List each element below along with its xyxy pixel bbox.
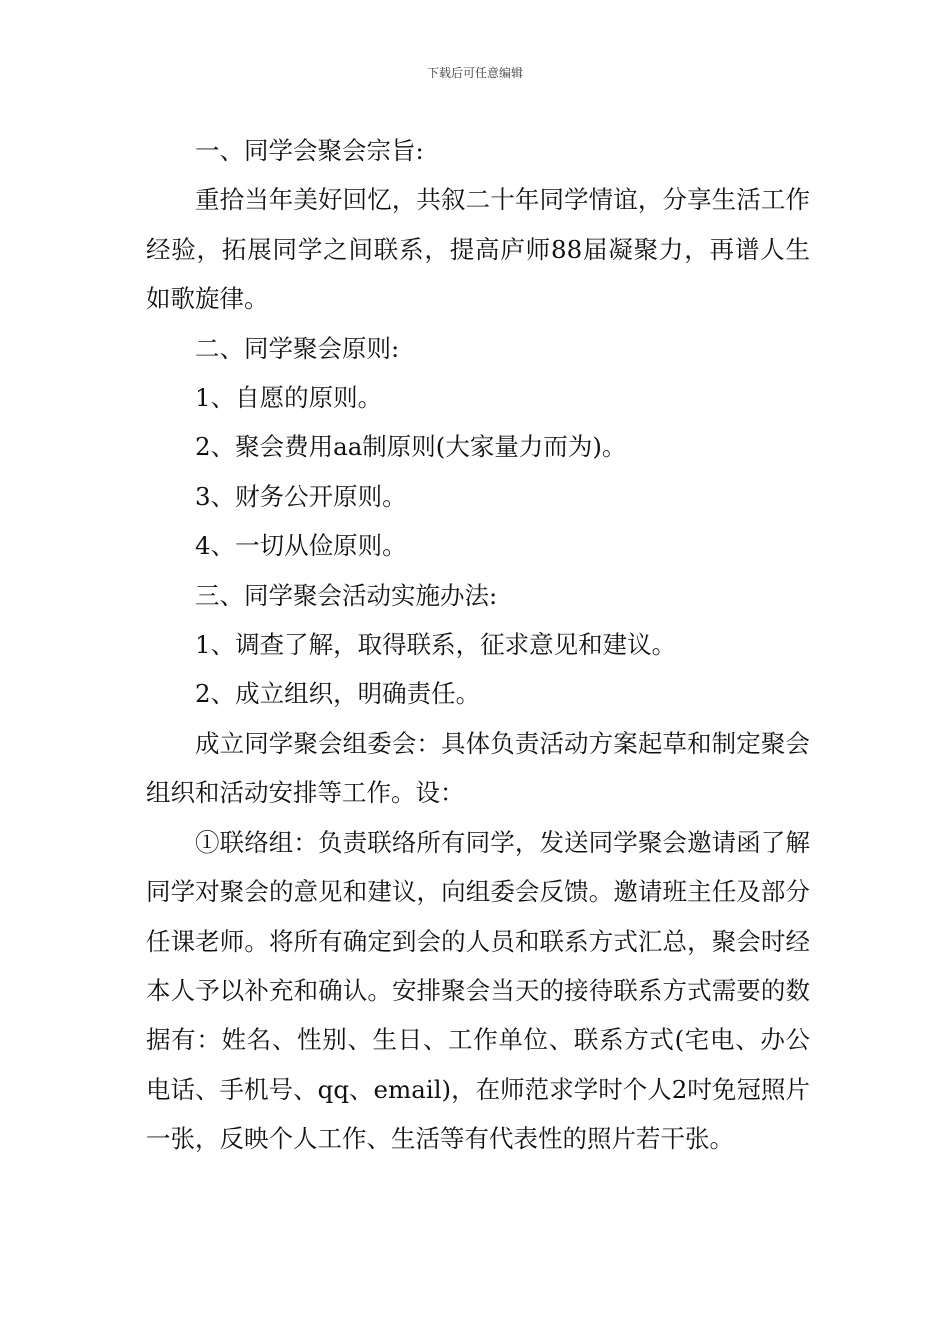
section-heading-principles: 二、同学聚会原则: (195, 333, 400, 363)
paragraph-committee: 成立同学聚会组委会：具体负责活动方案起草和制定聚会组织和活动安排等工作。设： (146, 728, 810, 808)
page-header: 下载后可任意编辑 (426, 66, 523, 80)
section-heading-methods: 三、同学聚会活动实施办法: (195, 580, 498, 610)
list-item-principle-4: 4、一切从俭原则。 (195, 531, 407, 561)
paragraph-liaison-group: ①联络组：负责联络所有同学，发送同学聚会邀请函了解同学对聚会的意见和建议，向组委会反馈。邀请班主任及部分任课老师。将所有确定到会的人员和联系方式汇总，聚会时经本人予以补充和确认。安排聚会当天的接待联系方式需要的数据有：姓名、性别、生日、工作单位、联系方式(宅电、办公电话、手机号、qq、email)，在师范求学时个人2吋免冠照片一张，反映个人工作、生活等有代表性的照片若干张。 (146, 827, 810, 1154)
section-heading-purpose: 一、同学会聚会宗旨: (195, 136, 424, 165)
list-item-method-1: 1、调查了解，取得联系，征求意见和建议。 (195, 630, 677, 660)
list-item-principle-3: 3、财务公开原则。 (195, 481, 407, 511)
document-body (146, 126, 810, 1164)
paragraph-purpose: 重拾当年美好回忆，共叙二十年同学情谊，分享生活工作经验，拓展同学之间联系，提高庐师88届凝聚力，再谱人生如歌旋律。 (146, 185, 810, 314)
list-item-principle-1: 1、自愿的原则。 (195, 383, 383, 413)
list-item-principle-2: 2、聚会费用aa制原则(大家量力而为)。 (195, 432, 627, 462)
list-item-method-2: 2、成立组织，明确责任。 (195, 679, 481, 709)
